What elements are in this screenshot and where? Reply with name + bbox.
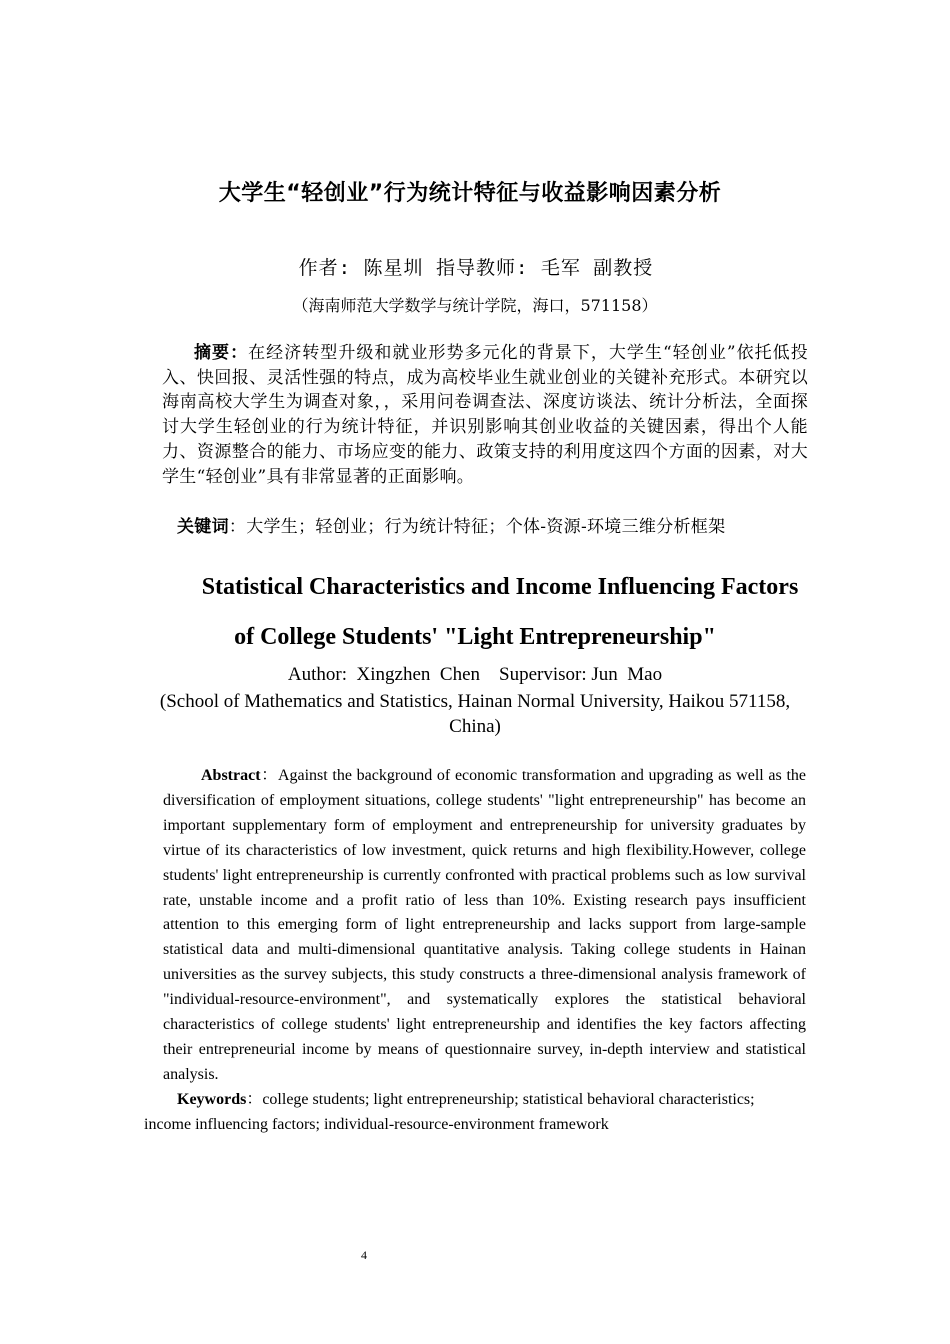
chinese-author-line: 作者: 陈星圳 指导教师: 毛军 副教授 — [298, 257, 654, 279]
chinese-keywords-text: ：大学生；轻创业；行为统计特征；个体-资源-环境三维分析框架 — [228, 517, 726, 537]
english-title-line1: Statistical Characteristics and Income Influencing Factors — [201, 574, 799, 600]
english-abstract-text: ：Against the background of economic transformation and upgrading as well as the diversification of employment situations, college students' "light entrepreneurship" has become an important supplementary form of employment and entrepreneurship for university graduates by virtue of its characteristics of low investment, quick returns and high flexibility.However, college students' light entrepreneurship is currently confronted with practical problems such as low survival rate, unstable income and a profit ratio of less than 10%. Existing research pays insufficient attention to this emerging form of light entrepreneurship and lacks support from large-sample statistical data and multi-dimensional quantitative analysis. Taking college students in Hainan universities as the survey subjects, this study constructs a three-dimensional analysis framework of "individual-resource-environment", and systematically explores the statistical behavioral characteristics of college students' light entrepreneurship and identifies the key factors affecting their entrepreneurial income by means of questionnaire survey, in-depth interview and statistical analysis. — [163, 767, 806, 1083]
page-number: 4 — [361, 1248, 367, 1262]
chinese-keywords-label: 关键词 — [177, 517, 229, 537]
english-title-line2: of College Students' "Light Entrepreneurship" — [234, 624, 716, 650]
chinese-title: 大学生“轻创业”行为统计特征与收益影响因素分析 — [218, 181, 722, 206]
english-author-line: Author: Xingzhen Chen Supervisor: Jun Mao — [287, 664, 663, 685]
chinese-affiliation: （海南师范大学数学与统计学院，海口，571158） — [292, 296, 658, 315]
english-abstract — [163, 764, 806, 1088]
english-keywords-text: ：college students; light entrepreneurship; statistical behavioral characteristics; income influencing factors; individual-resource-environment framework — [144, 1091, 755, 1133]
chinese-keywords — [177, 515, 817, 539]
english-abstract-label: Abstract — [201, 767, 261, 784]
chinese-abstract — [162, 341, 808, 489]
english-keywords — [144, 1088, 804, 1137]
english-affiliation: (School of Mathematics and Statistics, Hainan Normal University, Haikou 571158, China) — [159, 691, 791, 737]
english-keywords-label: Keywords — [177, 1091, 247, 1108]
chinese-abstract-text: 在经济转型升级和就业形势多元化的背景下，大学生“轻创业”依托低投入、快回报、灵活性强的特点，成为高校毕业生就业创业的关键补充形式。本研究以海南高校大学生为调查对象，，采用问卷调查法、深度访谈法、统计分析法，全面探讨大学生轻创业的行为统计特征，并识别影响其创业收益的关键因素，得出个人能力、资源整合的能力、市场应变的能力、政策支持的利用度这四个方面的因素，对大学生“轻创业”具有非常显著的正面影响。 — [162, 343, 808, 487]
chinese-abstract-label: 摘要： — [194, 343, 249, 363]
